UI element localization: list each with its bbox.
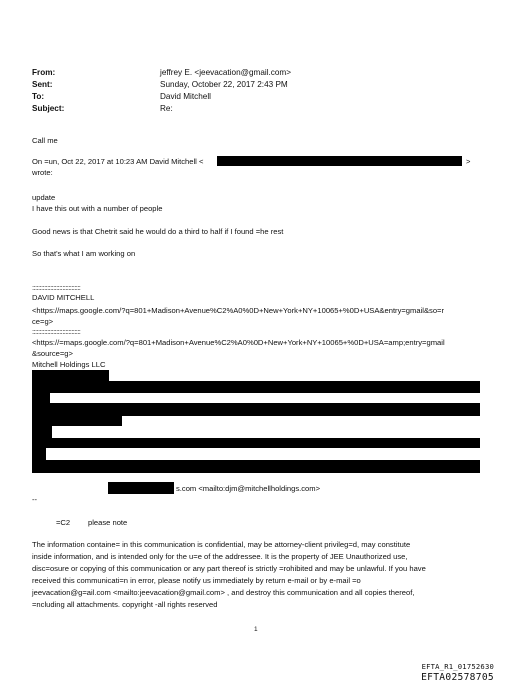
map-link-2-cont[interactable]: &source=g> bbox=[32, 349, 73, 358]
from-value: jeffrey E. <jeevacation@gmail.com> bbox=[160, 68, 292, 77]
redaction-block bbox=[32, 403, 480, 416]
disclaimer-line: disc=osure or copying of this communication or any part thereof is strictly =rohibited and may be unlawful. If you have bbox=[32, 564, 426, 573]
disclaimer-line: =ncluding all attachments. copyright -all rights reserved bbox=[32, 600, 218, 609]
redaction-block bbox=[32, 438, 480, 448]
have-text: I have this out with a number of people bbox=[32, 204, 163, 213]
update-text: update bbox=[32, 193, 56, 202]
redaction-block bbox=[32, 381, 480, 393]
redaction-block bbox=[217, 156, 462, 166]
signature-dots: :::::::::::::::::::::::::::::::: bbox=[32, 327, 81, 336]
subject-label: Subject: bbox=[32, 104, 65, 113]
redaction-block bbox=[108, 482, 174, 494]
redaction-block bbox=[32, 370, 109, 381]
note-text: please note bbox=[88, 518, 128, 527]
subject-value: Re: bbox=[160, 104, 173, 113]
redaction-block bbox=[32, 448, 46, 460]
redaction-block bbox=[32, 460, 480, 473]
company-name: Mitchell Holdings LLC bbox=[32, 360, 106, 369]
quote-wrote: wrote: bbox=[32, 168, 53, 177]
sent-value: Sunday, October 22, 2017 2:43 PM bbox=[160, 80, 288, 89]
disclaimer-line: inside information, and is intended only for the u=e of the addressee. It is the property of JEE Unauthorized use, bbox=[32, 552, 408, 561]
redaction-block bbox=[32, 426, 52, 438]
to-label: To: bbox=[32, 92, 45, 101]
disclaimer-line: The information containe= in this communication is confidential, may be attorney-client privileg=d, may constitute bbox=[32, 540, 411, 549]
quote-intro-end: > bbox=[466, 157, 471, 166]
news-text: Good news is that Chetrit said he would do a third to half if I found =he rest bbox=[32, 227, 284, 236]
bates-number: EFTA02578705 bbox=[421, 672, 494, 683]
redaction-block bbox=[32, 393, 50, 403]
signature-name: DAVID MITCHELL bbox=[32, 293, 95, 302]
from-label: From: bbox=[32, 68, 56, 77]
separator-dashes: -- bbox=[32, 495, 38, 504]
disclaimer-line: jeevacation@g=ail.com <mailto:jeevacation@gmail.com> , and destroy this communication and all copies thereof, bbox=[32, 588, 415, 597]
sent-label: Sent: bbox=[32, 80, 53, 89]
disclaimer-line: received this communicati=n in error, please notify us immediately by return e-mail or by e-mail =o bbox=[32, 576, 361, 585]
reply-text: Call me bbox=[32, 136, 58, 145]
signature-dots: :::::::::::::::::::::::::::::::: bbox=[32, 283, 81, 292]
map-link-2[interactable]: <https://=maps.google.com/?q=801+Madison+Avenue%C2%A0%0D+New+York+NY+10065+%0D+USA=amp;entry=gmail bbox=[32, 338, 445, 347]
working-text: So that's what I am working on bbox=[32, 249, 136, 258]
email-line: s.com <mailto:djm@mitchellholdings.com> bbox=[176, 484, 321, 493]
note-code: =C2 bbox=[56, 518, 71, 527]
to-value: David Mitchell bbox=[160, 92, 211, 101]
map-link-1[interactable]: <https://maps.google.com/?q=801+Madison+Avenue%C2%A0%0D+New+York+NY+10065+%0D+USA&entry=gmail&so=r bbox=[32, 306, 445, 315]
redaction-block bbox=[32, 416, 122, 426]
quote-intro: On =un, Oct 22, 2017 at 10:23 AM David Mitchell < bbox=[32, 157, 204, 166]
page-number: 1 bbox=[254, 626, 258, 633]
bates-number-small: EFTA_R1_01752630 bbox=[421, 662, 494, 671]
map-link-1-cont[interactable]: ce=g> bbox=[32, 317, 54, 326]
